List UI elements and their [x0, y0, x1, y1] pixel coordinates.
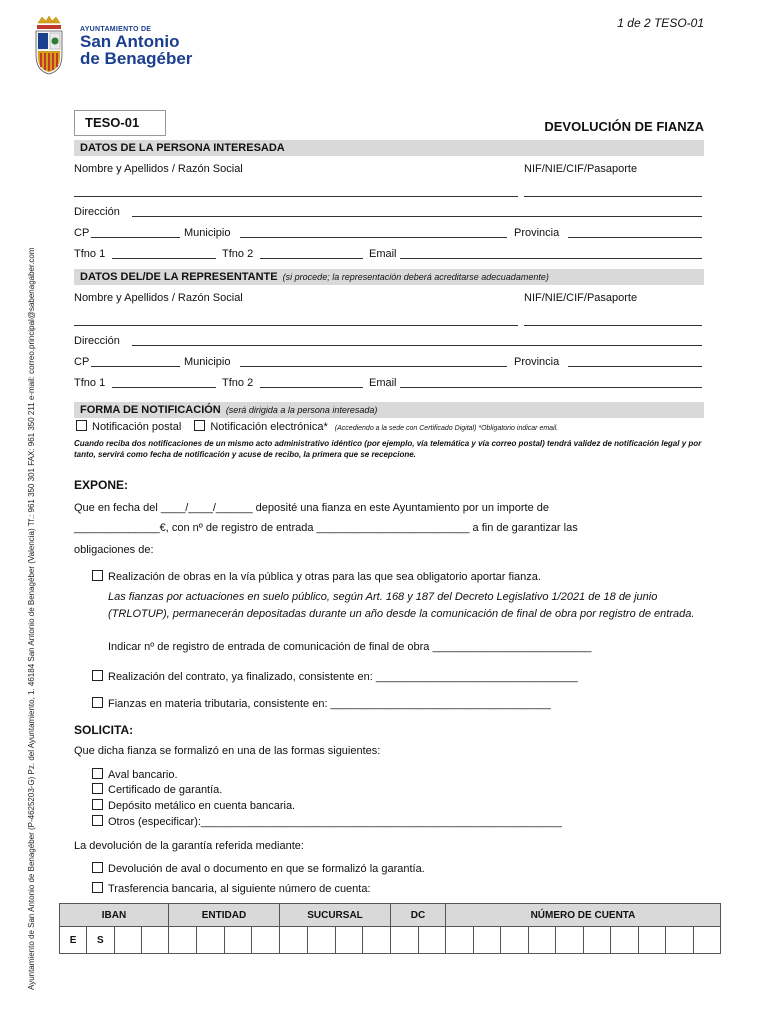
entidad-digit-cell[interactable]: [196, 927, 224, 954]
sucursal-header: SUCURSAL: [280, 904, 391, 927]
page-title: DEVOLUCIÓN DE FIANZA: [544, 119, 704, 134]
interesado-provincia-label: Provincia: [514, 227, 560, 239]
interesado-name-field[interactable]: [74, 186, 518, 197]
representante-nif-field[interactable]: [524, 315, 702, 326]
iban-digit-cell[interactable]: [114, 927, 141, 954]
sucursal-digit-cell[interactable]: [363, 927, 391, 954]
entidad-digit-cell[interactable]: [169, 927, 197, 954]
representante-direccion-field[interactable]: [132, 335, 702, 346]
aval-label: Aval bancario.: [108, 769, 178, 781]
iban-header: IBAN: [60, 904, 169, 927]
coat-of-arms-icon: [34, 15, 64, 75]
interesado-direccion-field[interactable]: [132, 206, 702, 217]
bank-account-table: [59, 903, 721, 954]
expone-line1: Que en fecha del ____/____/______ deposité una fianza en este Ayuntamiento por un importe de: [74, 502, 549, 514]
vertical-footer-text: Ayuntamiento de San Antonio de Benagéber (P-4625203-G) Pz. del Ayuntamiento, 1. 46184 San Antonio de Benagéber (Valencia) Tf.: 961 350 301 FAX: 961 350 211 e-mail: correo.principal@sabenagaber.com: [27, 247, 36, 990]
interesado-tfno2-label: Tfno 2: [222, 248, 254, 260]
solicita-heading: SOLICITA:: [74, 723, 134, 737]
dc-digit-cell[interactable]: [391, 927, 419, 954]
representante-cp-label: CP: [74, 356, 90, 368]
representante-nif-label: NIF/NIE/CIF/Pasaporte: [524, 292, 638, 304]
entidad-header: ENTIDAD: [169, 904, 280, 927]
certificado-label: Certificado de garantía.: [108, 784, 223, 796]
devolucion-aval-label: Devolución de aval o documento en que se formalizó la garantía.: [108, 863, 425, 875]
representante-tfno2-label: Tfno 2: [222, 377, 254, 389]
interesado-name-label: Nombre y Apellidos / Razón Social: [74, 163, 243, 175]
interesado-email-label: Email: [369, 248, 397, 260]
interesado-section-header: [74, 140, 704, 156]
expone-contrato-label: Realización del contrato, ya finalizado, consistente en: _________________________________: [108, 671, 578, 683]
interesado-municipio-field[interactable]: [240, 227, 507, 238]
interesado-direccion-label: Dirección: [74, 206, 120, 218]
bank-digits-row: [60, 927, 721, 954]
representante-note: (si procede; la representación deberá acreditarse adecuadamente): [282, 272, 549, 282]
iban-e-cell: E: [60, 927, 87, 954]
deposito-checkbox[interactable]: [92, 799, 103, 810]
notificacion-section-header: [74, 402, 704, 418]
logo-small-text: AYUNTAMIENTO DE: [80, 26, 152, 33]
municipality-logo: [80, 26, 192, 67]
notificacion-electronica-label: Notificación electrónica*: [210, 421, 328, 433]
page-number: 1 de 2 TESO-01: [617, 16, 704, 30]
numero-cuenta-header: NÚMERO DE CUENTA: [446, 904, 721, 927]
cuenta-digit-cell[interactable]: [693, 927, 721, 954]
cuenta-digit-cell[interactable]: [666, 927, 694, 954]
representante-email-field[interactable]: [400, 377, 702, 388]
notificacion-electronica-note: (Accediendo a la sede con Certificado Digital) *Obligatorio indicar email.: [334, 425, 559, 432]
interesado-tfno1-label: Tfno 1: [74, 248, 106, 260]
entidad-digit-cell[interactable]: [252, 927, 280, 954]
expone-tributaria-label: Fianzas en materia tributaria, consistente en: ____________________________________: [108, 698, 551, 710]
bank-header-row: [60, 904, 721, 927]
notificacion-note: (será dirigida a la persona interesada): [225, 405, 378, 415]
representante-cp-field[interactable]: [91, 356, 180, 367]
representante-provincia-field[interactable]: [568, 356, 702, 367]
cuenta-digit-cell[interactable]: [446, 927, 474, 954]
cuenta-digit-cell[interactable]: [528, 927, 556, 954]
expone-heading: EXPONE:: [74, 478, 129, 492]
logo-line1: San Antonio: [80, 32, 180, 51]
notificacion-postal-label: Notificación postal: [92, 421, 182, 433]
solicita-intro: Que dicha fianza se formalizó en una de las formas siguientes:: [74, 745, 381, 757]
logo-line2: de Benagéber: [80, 49, 193, 68]
representante-email-label: Email: [369, 377, 397, 389]
representante-name-label: Nombre y Apellidos / Razón Social: [74, 292, 243, 304]
interesado-tfno2-field[interactable]: [260, 248, 363, 259]
notificacion-electronica-checkbox[interactable]: [194, 420, 205, 431]
expone-tributaria-checkbox[interactable]: [92, 697, 103, 708]
interesado-tfno1-field[interactable]: [112, 248, 216, 259]
representante-name-field[interactable]: [74, 315, 518, 326]
interesado-nif-label: NIF/NIE/CIF/Pasaporte: [524, 163, 638, 175]
cuenta-digit-cell[interactable]: [583, 927, 611, 954]
expone-obras-legal-note: Las fianzas por actuaciones en suelo público, según Art. 168 y 187 del Decreto Legislativo 1/2021 de 18 de junio (TRLOTUP), permanecerán depositadas durante un año desde la comunicación de final de obra por registro de entrada.: [108, 591, 695, 620]
otros-label: Otros (especificar):___________________________________________________________: [108, 816, 562, 828]
expone-obras-checkbox[interactable]: [92, 570, 103, 581]
aval-checkbox[interactable]: [92, 768, 103, 779]
sucursal-digit-cell[interactable]: [335, 927, 363, 954]
representante-tfno1-label: Tfno 1: [74, 377, 106, 389]
representante-header-text: DATOS DEL/DE LA REPRESENTANTE: [80, 271, 278, 283]
expone-registro-final-obra: Indicar nº de registro de entrada de comunicación de final de obra __________________________: [108, 641, 592, 653]
notificacion-header-text: FORMA DE NOTIFICACIÓN: [80, 404, 221, 416]
interesado-provincia-field[interactable]: [568, 227, 702, 238]
representante-tfno1-field[interactable]: [112, 377, 216, 388]
representante-municipio-field[interactable]: [240, 356, 507, 367]
dc-header: DC: [391, 904, 446, 927]
sucursal-digit-cell[interactable]: [307, 927, 335, 954]
representante-section-header: [74, 269, 704, 285]
expone-obras-label: Realización de obras en la vía pública y otras para las que sea obligatorio aportar fianza.: [108, 571, 541, 583]
interesado-municipio-label: Municipio: [184, 227, 231, 239]
expone-contrato-checkbox[interactable]: [92, 670, 103, 681]
cuenta-digit-cell[interactable]: [556, 927, 584, 954]
transferencia-label: Trasferencia bancaria, al siguiente número de cuenta:: [108, 883, 371, 895]
certificado-checkbox[interactable]: [92, 783, 103, 794]
interesado-cp-field[interactable]: [91, 227, 180, 238]
dc-digit-cell[interactable]: [418, 927, 446, 954]
sucursal-digit-cell[interactable]: [280, 927, 308, 954]
representante-municipio-label: Municipio: [184, 356, 231, 368]
representante-direccion-label: Dirección: [74, 335, 120, 347]
deposito-label: Depósito metálico en cuenta bancaria.: [108, 800, 296, 812]
iban-s-cell: S: [87, 927, 114, 954]
expone-line3: obligaciones de:: [74, 544, 154, 556]
devolucion-aval-checkbox[interactable]: [92, 862, 103, 873]
notificacion-warning: Cuando reciba dos notificaciones de un mismo acto administrativo idéntico (por ejemplo, vía telemática y vía correo postal) tendrá validez de notificación legal y por tanto, servirá como fecha de notificación y acuse de recibo, la primera que se recepcione.: [74, 439, 702, 459]
cuenta-digit-cell[interactable]: [611, 927, 639, 954]
representante-provincia-label: Provincia: [514, 356, 560, 368]
notificacion-postal-checkbox[interactable]: [76, 420, 87, 431]
form-code: TESO-01: [74, 110, 166, 136]
interesado-cp-label: CP: [74, 227, 90, 239]
iban-digit-cell[interactable]: [141, 927, 168, 954]
interesado-nif-field[interactable]: [524, 186, 702, 197]
interesado-header-text: DATOS DE LA PERSONA INTERESADA: [80, 142, 285, 154]
interesado-email-field[interactable]: [400, 248, 702, 259]
devolucion-intro: La devolución de la garantía referida mediante:: [74, 840, 304, 852]
entidad-digit-cell[interactable]: [224, 927, 252, 954]
expone-line2: ______________€, con nº de registro de entrada _________________________ a fin de garantizar las: [74, 522, 578, 534]
representante-tfno2-field[interactable]: [260, 377, 363, 388]
cuenta-digit-cell[interactable]: [638, 927, 666, 954]
cuenta-digit-cell[interactable]: [473, 927, 501, 954]
otros-checkbox[interactable]: [92, 815, 103, 826]
cuenta-digit-cell[interactable]: [501, 927, 529, 954]
transferencia-checkbox[interactable]: [92, 882, 103, 893]
